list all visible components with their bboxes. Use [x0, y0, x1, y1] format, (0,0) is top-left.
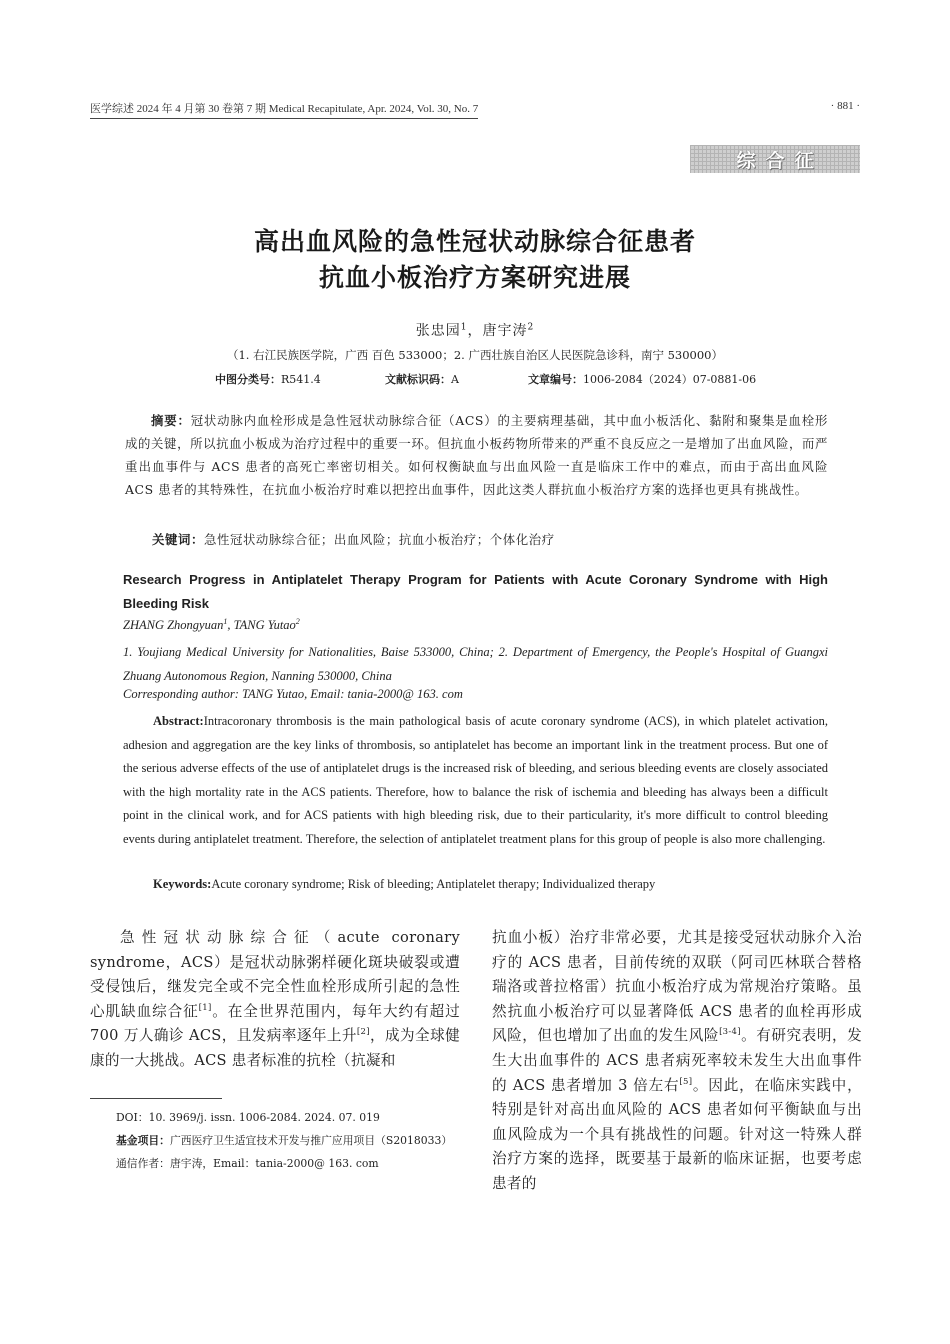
english-affiliations: 1. Youjiang Medical University for Nationalities, Baise 533000, China; 2. Department of Emergency, the People's Hospital of Guangxi Zhuang Autonomous Region, Nanning 530000, China	[123, 645, 828, 683]
body-text: 。因此，在临床实践中，特别是针对高出血风险的 ACS 患者如何平衡缺血与出血风险成为一个具有挑战性的问题。针对这一特殊人群治疗方案的选择，既要基于最新的临床证据，也要考虑患者的	[492, 1076, 862, 1192]
clc-number	[215, 371, 321, 387]
english-author-name: ZHANG Zhongyuan	[123, 618, 224, 633]
body-text: ，成为全球健康的一大挑战。ACS 患者标准的抗栓（抗凝和	[90, 1027, 460, 1069]
english-abstract	[123, 710, 828, 852]
article-number	[528, 371, 756, 387]
keywords-chinese-label: 关键词：	[152, 532, 204, 547]
section-tag-label: 综合征	[736, 149, 824, 172]
citation-reference: [5]	[679, 1076, 693, 1087]
citation-reference: [3-4]	[719, 1027, 741, 1038]
footnotes	[90, 1106, 465, 1175]
author-affiliation-mark: 2	[527, 322, 535, 333]
article-number-value: 1006-2084（2024）07-0881-06	[583, 373, 757, 386]
english-author-name: TANG Yutao	[233, 618, 296, 633]
article-title-line-2: 抗血小板治疗方案研究进展	[318, 263, 631, 292]
document-code	[385, 371, 459, 387]
author-name: 张忠园	[415, 323, 461, 339]
journal-citation: 医学综述 2024 年 4 月第 30 卷第 7 期 Medical Recapitulate, Apr. 2024, Vol. 30, No. 7	[90, 100, 478, 119]
english-keywords-label: Keywords:	[153, 877, 212, 891]
clc-value: R541.4	[281, 373, 321, 386]
abstract-chinese	[125, 409, 828, 501]
author-list	[90, 320, 860, 340]
body-column-left	[90, 926, 460, 1074]
funding-text: 广西医疗卫生适宜技术开发与推广应用项目（S2018033）	[169, 1134, 453, 1147]
article-number-label: 文章编号：	[528, 373, 583, 386]
body-text: 急性冠状动脉综合征（acute coronary syndrome，ACS）是冠状动脉粥样硬化斑块破裂或遭受侵蚀后，继发完全或不完全性血栓形成所引起的急性心肌缺血综合征	[90, 929, 460, 1020]
author-affiliation-mark: 1	[460, 322, 468, 333]
english-author-separator: ,	[227, 618, 234, 633]
funding-line	[90, 1129, 465, 1152]
document-code-value: A	[451, 373, 459, 386]
english-corresponding-author: Corresponding author: TANG Yutao, Email: tania-2000@ 163. com	[123, 687, 463, 701]
doi-line: DOI：10. 3969/j. issn. 1006-2084. 2024. 07. 019	[116, 1111, 380, 1124]
author-separator: ，	[467, 323, 483, 339]
english-abstract-label: Abstract:	[153, 714, 204, 728]
body-text: 抗血小板）治疗非常必要，尤其是接受冠状动脉介入治疗的 ACS 患者，目前传统的双联（阿司匹林联合替格瑞洛或普拉格雷）抗血小板治疗成为常规治疗策略。虽然抗血小板治疗可以显著降低 ACS 患者的血栓再形成风险，但也增加了出血的发生风险	[492, 929, 862, 1045]
author-name: 唐宇涛	[482, 323, 528, 339]
corresponding-author-line: 通信作者：唐宇涛，Email：tania-2000@ 163. com	[116, 1157, 379, 1170]
keywords-chinese	[152, 530, 832, 548]
section-tag	[690, 145, 860, 173]
page-number: · 881 ·	[830, 100, 860, 112]
funding-label: 基金项目：	[116, 1134, 170, 1147]
english-title: Research Progress in Antiplatelet Therapy Program for Patients with Acute Coronary Syndrome with High Bleeding Risk	[123, 572, 828, 611]
document-code-label: 文献标识码：	[385, 373, 451, 386]
affiliations: （1. 右江民族医学院，广西 百色 533000；2. 广西壮族自治区人民医院急诊科，南宁 530000）	[226, 348, 724, 362]
body-text: 。有研究表明，发生大出血事件的 ACS 患者病死率较未发生大出血事件的 ACS 患者增加 3 倍左右	[492, 1027, 862, 1094]
english-keywords	[153, 877, 655, 892]
footnote-divider	[90, 1098, 222, 1099]
abstract-chinese-text: 冠状动脉内血栓形成是急性冠状动脉综合征（ACS）的主要病理基础，其中血小板活化、黏附和聚集是血栓形成的关键，所以抗血小板成为治疗过程中的重要一环。但抗血小板药物所带来的严重不良反应之一是增加了出血风险，而严重出血事件与 ACS 患者的高死亡率密切相关。如何权衡缺血与出血风险一直是临床工作中的难点，而由于高出血风险 ACS 患者的其特殊性，在抗血小板治疗时难以把控出血事件，因此这类人群抗血小板治疗方案的选择也更具有挑战性。	[125, 413, 828, 497]
english-keywords-text: Acute coronary syndrome; Risk of bleeding; Antiplatelet therapy; Individualized therapy	[211, 877, 656, 891]
keywords-chinese-text: 急性冠状动脉综合征；出血风险；抗血小板治疗；个体化治疗	[203, 532, 555, 547]
english-author-mark: 2	[295, 617, 300, 626]
article-title-line-1: 高出血风险的急性冠状动脉综合征患者	[253, 227, 696, 256]
english-author-list	[123, 617, 300, 633]
citation-reference: [2]	[356, 1027, 370, 1038]
body-column-right	[492, 926, 862, 1197]
clc-label: 中图分类号：	[215, 373, 281, 386]
abstract-chinese-label: 摘要：	[151, 413, 191, 428]
citation-reference: [1]	[198, 1002, 212, 1013]
english-abstract-text: Intracoronary thrombosis is the main pathological basis of acute coronary syndrome (ACS), in which platelet activation, adhesion and aggregation are the key links of thrombosis, so antiplatelet has become an important link in the treatment process. But one of the serious adverse effects of the use of antiplatelet drugs is the increased risk of bleeding, and serious bleeding events are closely associated with the high mortality rate in the ACS patients. Therefore, how to balance the risk of ischemia and bleeding has always been a difficult point in the clinical work, and for ACS patients with high bleeding risk, due to their particularity, it's more difficult to control bleeding events during antiplatelet treatment. Therefore, the selection of antiplatelet treatment plans for this group of people is also more challenging.	[123, 714, 828, 846]
english-author-mark: 1	[223, 617, 228, 626]
body-text: 。在全世界范围内，每年大约有超过 700 万人确诊 ACS，且发病率逐年上升	[90, 1002, 460, 1045]
